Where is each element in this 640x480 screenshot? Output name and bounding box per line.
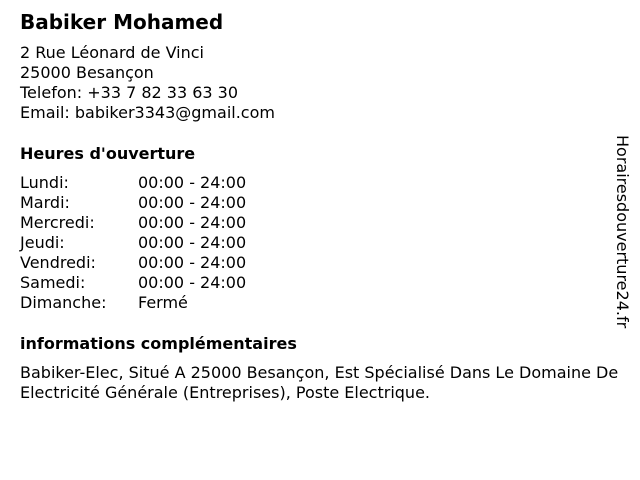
day-label: Lundi:	[20, 173, 69, 192]
contact-block	[20, 43, 275, 123]
hours-row-tuesday	[20, 193, 246, 213]
site-watermark: Horairesdouverture24.fr	[613, 135, 632, 329]
day-label: Samedi:	[20, 273, 86, 292]
hours-row-saturday	[20, 273, 246, 293]
hours-row-monday	[20, 173, 246, 193]
business-name: Babiker Mohamed	[20, 10, 224, 34]
day-label: Mardi:	[20, 193, 70, 212]
time-value: 00:00 - 24:00	[138, 173, 247, 192]
day-label: Mercredi:	[20, 213, 95, 232]
info-heading: informations complémentaires	[20, 334, 297, 353]
hours-row-sunday	[20, 293, 246, 313]
time-value: 00:00 - 24:00	[138, 233, 247, 252]
hours-row-wednesday	[20, 213, 246, 233]
info-description: Babiker-Elec, Situé A 25000 Besançon, Est Spécialisé Dans Le Domaine De Electricité Générale (Entreprises), Poste Electrique.	[20, 363, 619, 402]
time-value: 00:00 - 24:00	[138, 213, 247, 232]
time-value: 00:00 - 24:00	[138, 253, 247, 272]
time-value: Fermé	[138, 293, 188, 312]
day-label: Dimanche:	[20, 293, 107, 312]
email-address: Email: babiker3343@gmail.com	[20, 103, 275, 122]
time-value: 00:00 - 24:00	[138, 193, 247, 212]
address-city: 25000 Besançon	[20, 63, 154, 82]
day-label: Vendredi:	[20, 253, 96, 272]
time-value: 00:00 - 24:00	[138, 273, 247, 292]
hours-row-thursday	[20, 233, 246, 253]
day-label: Jeudi:	[20, 233, 65, 252]
hours-heading: Heures d'ouverture	[20, 144, 196, 163]
hours-row-friday	[20, 253, 246, 273]
hours-table	[20, 173, 246, 313]
address-street: 2 Rue Léonard de Vinci	[20, 43, 204, 62]
phone-number: Telefon: +33 7 82 33 63 30	[20, 83, 239, 102]
